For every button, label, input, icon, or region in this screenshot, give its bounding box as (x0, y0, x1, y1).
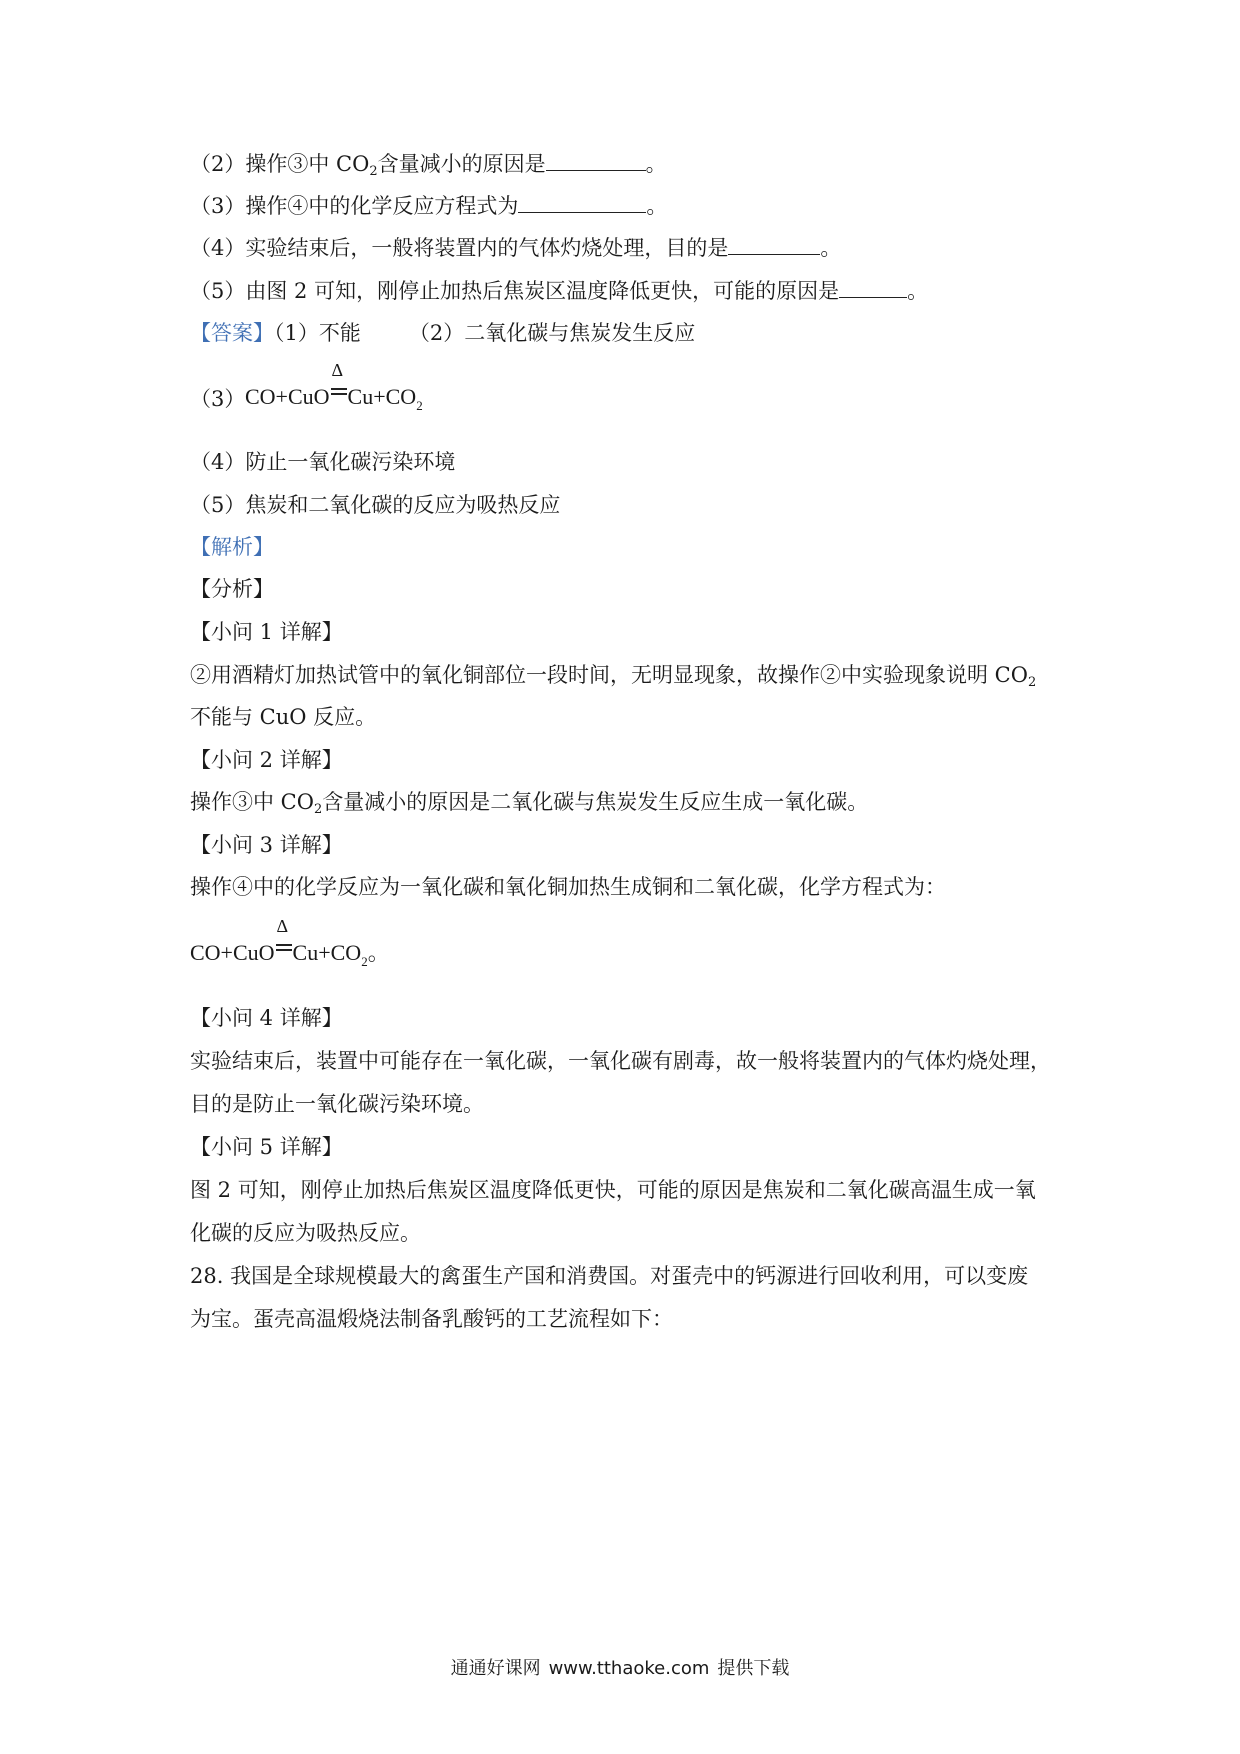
question-4 (190, 232, 1060, 263)
subquestion-3-heading: 【小问 3 详解】 (190, 833, 343, 857)
chemical-equation-explanation: CO+CuO Δ $Cu+CO_2$。 (190, 916, 390, 969)
q5-text: （5）由图 2 可知，刚停止加热后焦炭区温度降低更快，可能的原因是 (190, 279, 840, 303)
answer-4: （4）防止一氧化碳污染环境 (190, 450, 456, 474)
question-3 (190, 190, 1060, 221)
question-28-line-1: 28. 我国是全球规模最大的禽蛋生产国和消费国。对蛋壳中的钙源进行回收利用，可以变废 (190, 1264, 1029, 1288)
subquestion-3-text: 操作④中的化学反应为一氧化碳和氧化铜加热生成铜和二氧化碳，化学方程式为： (190, 875, 946, 899)
answer-blank (518, 190, 646, 213)
subquestion-5-line-1: 图 2 可知，刚停止加热后焦炭区温度降低更快，可能的原因是焦炭和二氧化碳高温生成一氧 (190, 1178, 1036, 1202)
q2-text-tail: 含量减小的原因是 (377, 152, 546, 176)
subquestion-1-line-1: ②用酒精灯加热试管中的氧化铜部位一段时间，无明显现象，故操作②中实验现象说明 $CO_2$ (190, 663, 1037, 690)
question-5 (190, 275, 1060, 306)
footer-brand: 通通好课网 (450, 1658, 541, 1679)
subquestion-4-line-2: 目的是防止一氧化碳污染环境。 (190, 1092, 484, 1116)
q2-text: （2）操作③中 CO (190, 152, 370, 176)
chemical-equation-answer (245, 360, 423, 413)
q5-end: 。 (907, 279, 929, 303)
question-28-line-2: 为宝。蛋壳高温煅烧法制备乳酸钙的工艺流程如下： (190, 1307, 673, 1331)
equation-products: Cu+CO (347, 384, 417, 409)
q3-end: 。 (646, 194, 668, 218)
answer-blank (839, 275, 907, 298)
equation-end: 。 (367, 940, 390, 965)
page-footer (0, 1654, 1240, 1680)
subquestion-4-line-1: 实验结束后，装置中可能存在一氧化碳，一氧化碳有剧毒，故一般将装置内的气体灼烧处理， (190, 1049, 1051, 1073)
question-2 (190, 148, 1060, 179)
footer-url[interactable]: www.tthaoke.com (548, 1658, 710, 1679)
subquestion-5-line-2: 化碳的反应为吸热反应。 (190, 1221, 421, 1245)
q4-text: （4）实验结束后，一般将装置内的气体灼烧处理，目的是 (190, 236, 729, 260)
answer-line (190, 318, 1060, 348)
heating-condition-sign: Δ (331, 382, 347, 404)
q3-text: （3）操作④中的化学反应方程式为 (190, 194, 519, 218)
answer-5: （5）焦炭和二氧化碳的反应为吸热反应 (190, 493, 561, 517)
answer-blank (728, 232, 820, 255)
subquestion-5-heading: 【小问 5 详解】 (190, 1135, 343, 1159)
subquestion-2-heading: 【小问 2 详解】 (190, 748, 343, 772)
subquestion-2-text: 操作③中 $CO_2$含量减小的原因是二氧化碳与焦炭发生反应生成一氧化碳。 (190, 790, 869, 817)
subquestion-4-heading: 【小问 4 详解】 (190, 1006, 343, 1030)
answer-blank (546, 148, 646, 171)
equation-reactants: CO+CuO (245, 384, 330, 409)
answer-1: （1）不能 (274, 321, 361, 345)
subquestion-1-line-2: 不能与 CuO 反应。 (190, 705, 377, 729)
answer-3-label: （3） (190, 387, 246, 411)
equation-subscript: 2 (416, 398, 423, 413)
subquestion-1-heading: 【小问 1 详解】 (190, 620, 343, 644)
answer-2: （2）二氧化碳与焦炭发生反应 (408, 321, 696, 345)
analysis-tag: 【解析】 (190, 535, 274, 559)
analysis-heading: 【分析】 (190, 577, 274, 601)
q2-subscript: 2 (369, 164, 378, 179)
answer-tag: 【答案】 (190, 321, 274, 345)
q4-end: 。 (820, 236, 842, 260)
q2-end: 。 (645, 152, 667, 176)
heating-condition-sign: Δ (276, 938, 292, 960)
footer-tail: 提供下载 (717, 1658, 790, 1679)
